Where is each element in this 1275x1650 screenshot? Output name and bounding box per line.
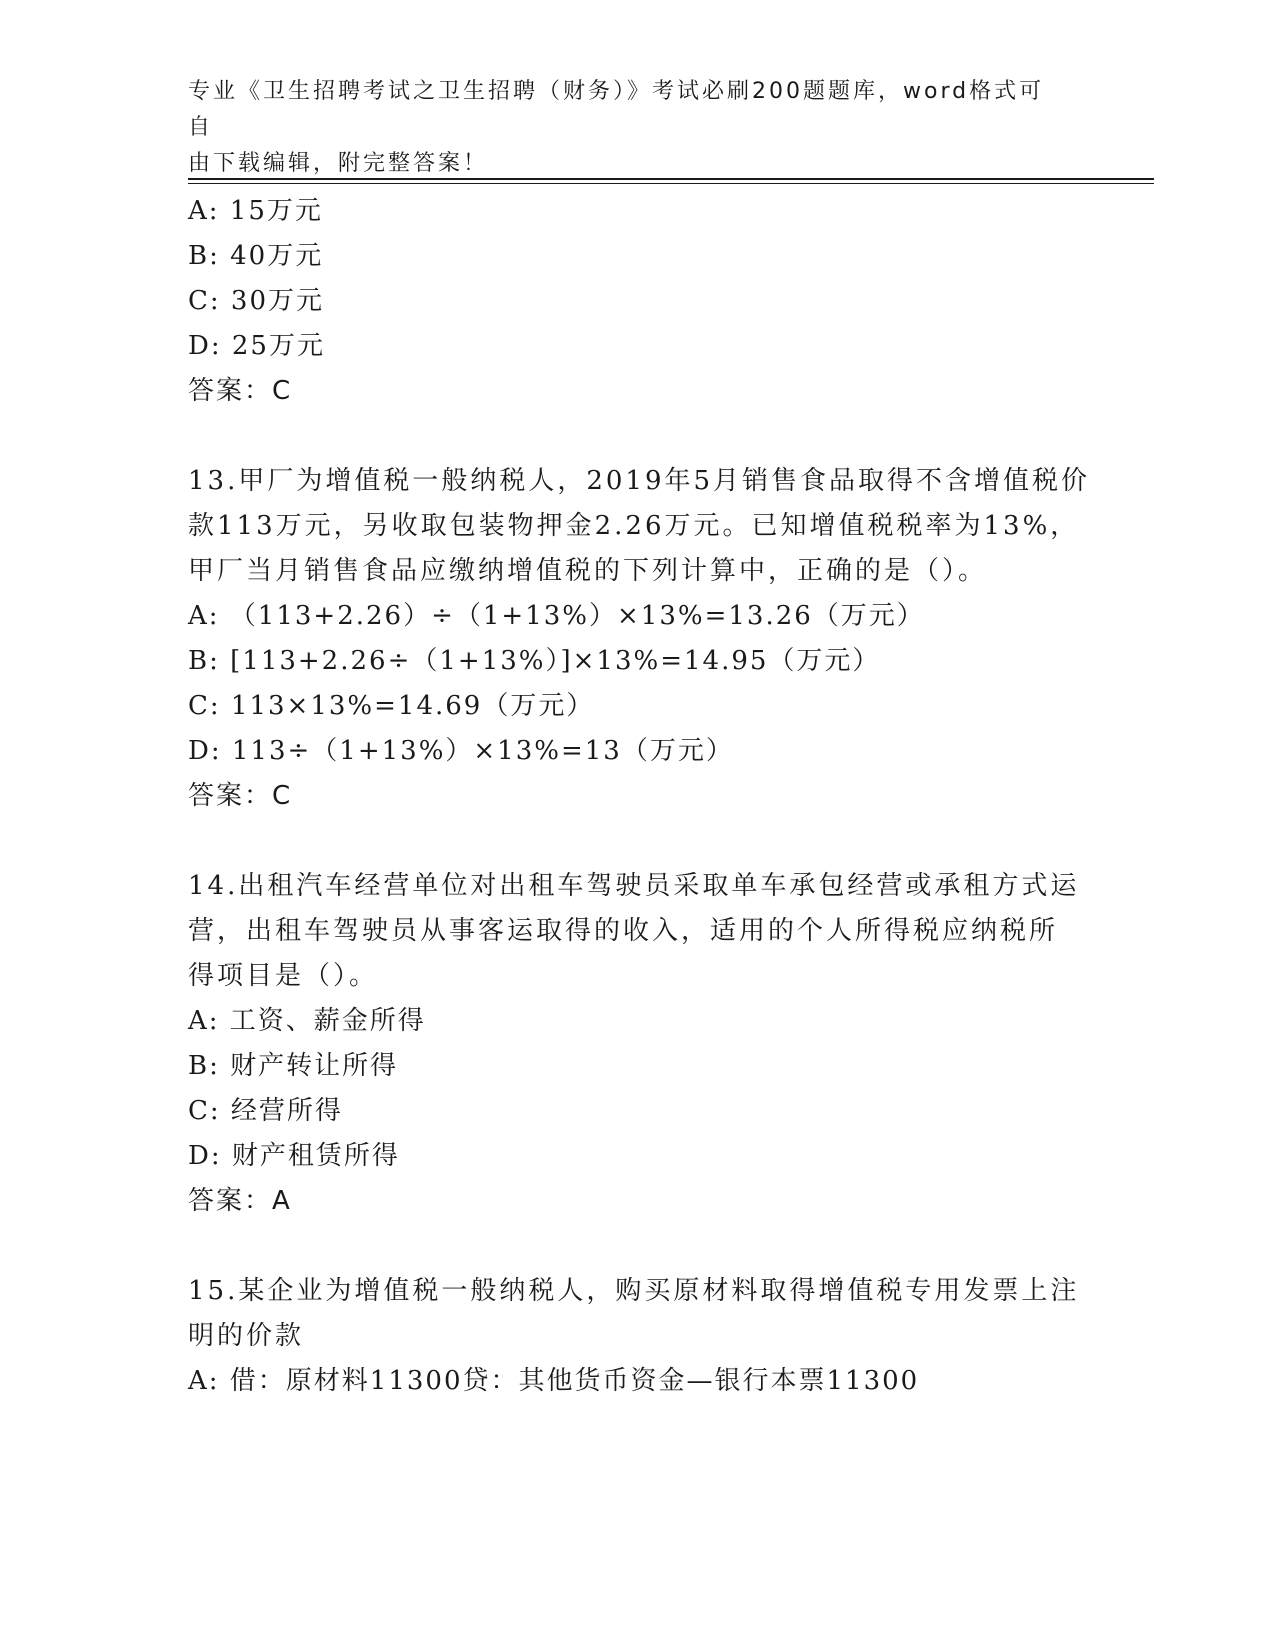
option-b: B: 财产转让所得 (188, 1051, 399, 1081)
option-c: C: 113×13%=14.69（万元） (188, 691, 595, 721)
option-d: D: 财产租赁所得 (188, 1141, 400, 1171)
question-15 (188, 1269, 1108, 1404)
option-a: A: 15万元 (188, 196, 323, 226)
question-14 (188, 864, 1108, 1224)
answer-line: 答案：C (188, 781, 293, 811)
answer-line: 答案：C (188, 376, 293, 406)
spacer (188, 1224, 1108, 1269)
answer-line: 答案：A (188, 1186, 292, 1216)
option-c: C: 30万元 (188, 286, 325, 316)
question-12 (188, 189, 1108, 414)
header-divider (188, 178, 1154, 184)
option-b: B: [113+2.26÷（1+13%）]×13%=14.95（万元） (188, 646, 881, 676)
option-c: C: 经营所得 (188, 1096, 343, 1126)
option-a: A: 工资、薪金所得 (188, 1006, 426, 1036)
question-stem: 14.出租汽车经营单位对出租车驾驶员采取单车承包经营或承租方式运 营，出租车驾驶员从事客运取得的收入，适用的个人所得税应纳税所 得项目是（）。 (188, 871, 1080, 991)
question-list (188, 189, 1108, 1404)
header-title: 专业《卫生招聘考试之卫生招聘（财务）》考试必刷200题题库，word格式可自 由下载编辑，附完整答案！ (188, 79, 1045, 176)
question-stem: 13.甲厂为增值税一般纳税人，2019年5月销售食品取得不含增值税价 款113万元，另收取包装物押金2.26万元。已知增值税税率为13%， 甲厂当月销售食品应缴纳增值税的下列计算中，正确的是（）。 (188, 466, 1091, 586)
question-13 (188, 459, 1108, 819)
option-d: D: 25万元 (188, 331, 325, 361)
option-b: B: 40万元 (188, 241, 324, 271)
option-d: D: 113÷（1+13%）×13%=13（万元） (188, 736, 734, 766)
page-header (188, 74, 1068, 182)
spacer (188, 819, 1108, 864)
option-a: A: （113+2.26）÷（1+13%）×13%=13.26（万元） (188, 601, 925, 631)
question-stem: 15.某企业为增值税一般纳税人，购买原材料取得增值税专用发票上注 明的价款 (188, 1276, 1080, 1351)
option-a: A: 借：原材料11300贷：其他货币资金—银行本票11300 (188, 1366, 920, 1396)
spacer (188, 414, 1108, 459)
